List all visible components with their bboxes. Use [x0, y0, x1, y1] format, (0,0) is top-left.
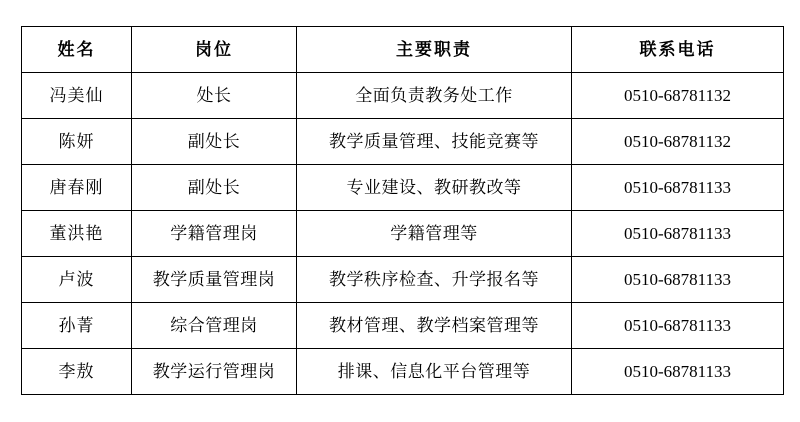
- cell-name: 冯美仙: [22, 73, 132, 119]
- table-row: [22, 349, 784, 395]
- column-header-duty: 主要职责: [297, 27, 572, 73]
- table-row: [22, 73, 784, 119]
- column-header-phone: 联系电话: [572, 27, 784, 73]
- cell-post: 副处长: [132, 119, 297, 165]
- cell-name: 董洪艳: [22, 211, 132, 257]
- table-row: [22, 119, 784, 165]
- cell-post: 教学质量管理岗: [132, 257, 297, 303]
- table-row: [22, 257, 784, 303]
- cell-duty: 全面负责教务处工作: [297, 73, 572, 119]
- cell-post: 教学运行管理岗: [132, 349, 297, 395]
- cell-post: 处长: [132, 73, 297, 119]
- cell-phone: 0510-68781133: [572, 165, 784, 211]
- cell-post: 综合管理岗: [132, 303, 297, 349]
- cell-duty: 教学秩序检查、升学报名等: [297, 257, 572, 303]
- cell-phone: 0510-68781133: [572, 211, 784, 257]
- cell-duty: 教学质量管理、技能竞赛等: [297, 119, 572, 165]
- cell-post: 学籍管理岗: [132, 211, 297, 257]
- cell-name: 孙菁: [22, 303, 132, 349]
- column-header-post: 岗位: [132, 27, 297, 73]
- cell-post: 副处长: [132, 165, 297, 211]
- cell-name: 陈妍: [22, 119, 132, 165]
- table-row: [22, 165, 784, 211]
- cell-phone: 0510-68781133: [572, 257, 784, 303]
- cell-name: 李敖: [22, 349, 132, 395]
- cell-phone: 0510-68781132: [572, 119, 784, 165]
- cell-duty: 教材管理、教学档案管理等: [297, 303, 572, 349]
- table-body: [22, 73, 784, 395]
- table-row: [22, 211, 784, 257]
- cell-name: 唐春刚: [22, 165, 132, 211]
- cell-name: 卢波: [22, 257, 132, 303]
- cell-phone: 0510-68781133: [572, 303, 784, 349]
- cell-duty: 学籍管理等: [297, 211, 572, 257]
- cell-phone: 0510-68781132: [572, 73, 784, 119]
- table-header: [22, 27, 784, 73]
- table-header-row: [22, 27, 784, 73]
- cell-phone: 0510-68781133: [572, 349, 784, 395]
- staff-contact-table: [21, 26, 784, 395]
- table-row: [22, 303, 784, 349]
- cell-duty: 专业建设、教研教改等: [297, 165, 572, 211]
- cell-duty: 排课、信息化平台管理等: [297, 349, 572, 395]
- column-header-name: 姓名: [22, 27, 132, 73]
